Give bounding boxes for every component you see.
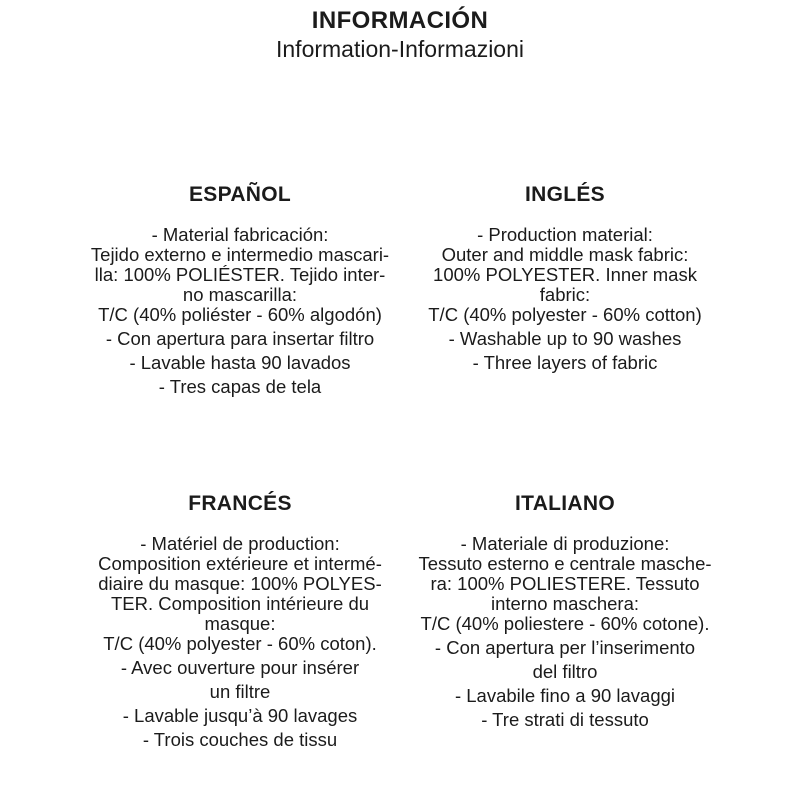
- text-line: masque:: [204, 613, 276, 634]
- section-heading-italiano: ITALIANO: [515, 492, 615, 515]
- section-bullet-list: [400, 329, 730, 373]
- text-line: lla: 100% POLIÉSTER. Tejido inter-: [94, 264, 386, 285]
- text-line: - Materiale di produzione:: [460, 533, 670, 554]
- section-ingles: [400, 183, 730, 373]
- section-heading-espanol: ESPAÑOL: [188, 183, 292, 206]
- bullet-line: - Avec ouverture pour insérer: [120, 657, 360, 678]
- bullet-line: - Lavable hasta 90 lavados: [129, 352, 351, 373]
- text-line: - Material fabricación:: [151, 224, 329, 245]
- text-line: ra: 100% POLIESTERE. Tessuto: [430, 573, 700, 594]
- text-line: interno maschera:: [490, 593, 640, 614]
- text-line: T/C (40% polyester - 60% coton).: [103, 633, 377, 654]
- bullet-line: - Tres capas de tela: [158, 376, 322, 397]
- section-espanol: [75, 183, 405, 397]
- bullet-line: - Washable up to 90 washes: [448, 328, 682, 349]
- section-bullet-list: [75, 658, 405, 750]
- text-line: no mascarilla:: [182, 284, 298, 305]
- text-line: fabric:: [539, 284, 591, 305]
- section-bullet-list: [400, 638, 730, 730]
- text-line: TER. Composition intérieure du: [110, 593, 370, 614]
- bullet-line: un filtre: [209, 681, 271, 702]
- text-line: 100% POLYESTER. Inner mask: [433, 264, 697, 285]
- bullet-line: - Con apertura para insertar filtro: [105, 328, 375, 349]
- bullet-line: del filtro: [532, 661, 598, 682]
- bullet-line: - Lavable jusqu’à 90 lavages: [122, 705, 358, 726]
- text-line: Tessuto esterno e centrale masche-: [418, 553, 712, 574]
- section-bullet-list: [75, 329, 405, 397]
- section-paragraph: [400, 225, 730, 325]
- bullet-line: - Tre strati di tessuto: [481, 709, 649, 730]
- section-heading-ingles: INGLÉS: [525, 183, 605, 206]
- text-line: diaire du masque: 100% POLYES-: [98, 573, 382, 594]
- bullet-line: - Trois couches de tissu: [142, 729, 338, 750]
- text-line: T/C (40% poliestere - 60% cotone).: [420, 613, 710, 634]
- section-italiano: [400, 492, 730, 730]
- text-line: T/C (40% polyester - 60% cotton): [428, 304, 702, 325]
- text-line: Tejido externo e intermedio mascari-: [90, 244, 390, 265]
- sheet-header: [0, 6, 800, 63]
- section-paragraph: [75, 534, 405, 654]
- section-paragraph: [75, 225, 405, 325]
- text-line: - Production material:: [477, 224, 653, 245]
- text-line: Outer and middle mask fabric:: [441, 244, 689, 265]
- bullet-line: - Three layers of fabric: [472, 352, 658, 373]
- section-paragraph: [400, 534, 730, 634]
- text-line: Composition extérieure et intermé-: [98, 553, 382, 574]
- section-heading-frances: FRANCÉS: [188, 492, 292, 515]
- section-frances: [75, 492, 405, 750]
- text-line: T/C (40% poliéster - 60% algodón): [98, 304, 382, 325]
- text-line: - Matériel de production:: [140, 533, 340, 554]
- page-subtitle: Information-Informazioni: [276, 36, 524, 62]
- page-title: INFORMACIÓN: [311, 7, 489, 34]
- bullet-line: - Lavabile fino a 90 lavaggi: [454, 685, 676, 706]
- bullet-line: - Con apertura per l’inserimento: [434, 637, 696, 658]
